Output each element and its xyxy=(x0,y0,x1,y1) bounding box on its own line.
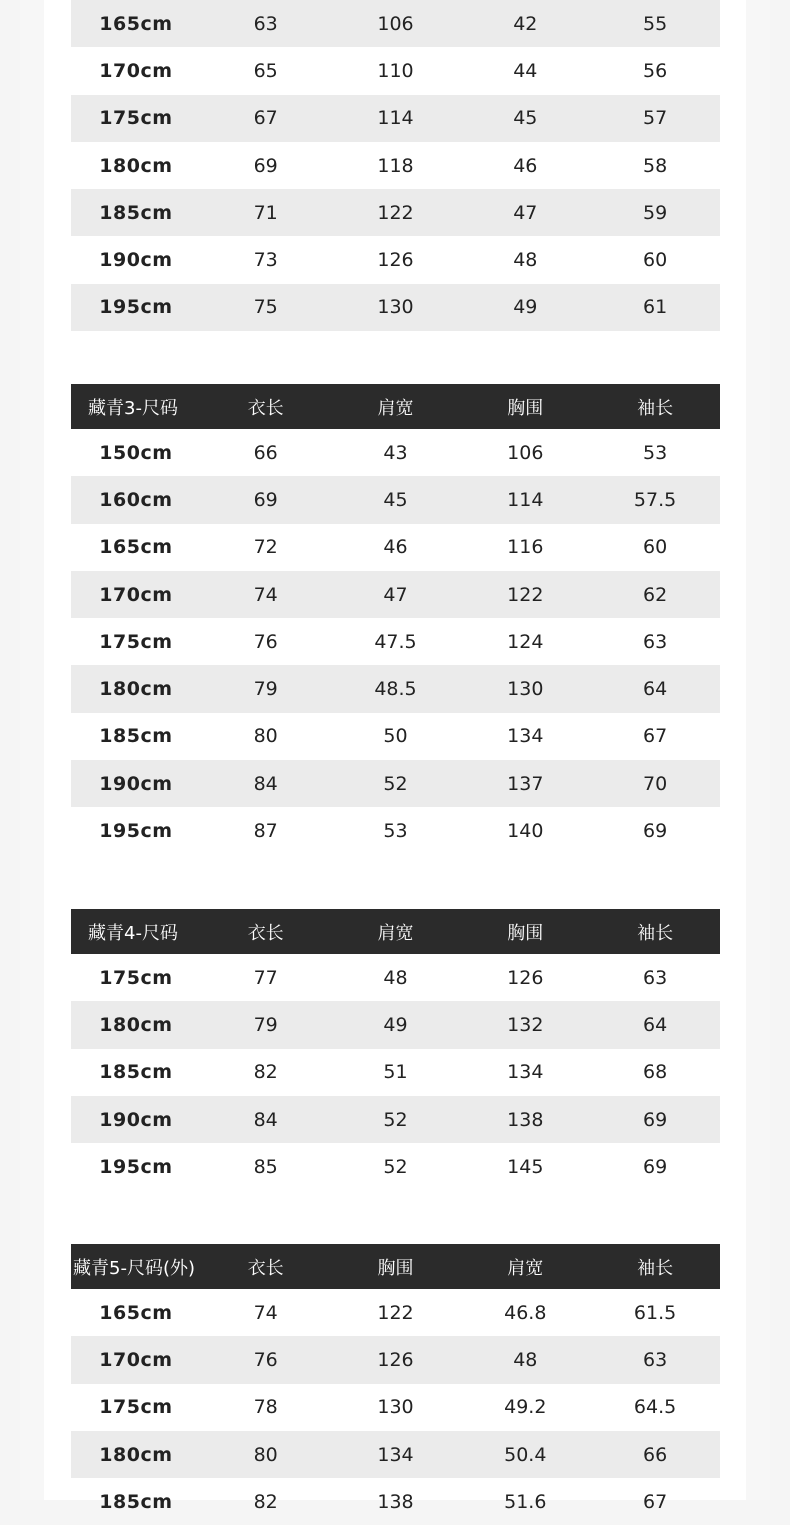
column-header: 衣长 xyxy=(247,922,284,944)
column-header: 衣长 xyxy=(247,1257,284,1279)
value-cell: 43 xyxy=(383,441,408,464)
value-cell: 58 xyxy=(642,154,668,177)
table-row xyxy=(71,1478,720,1525)
value-cell: 72 xyxy=(253,536,278,559)
value-cell: 61 xyxy=(642,296,668,319)
value-cell: 118 xyxy=(377,154,414,177)
value-cell: 51.6 xyxy=(504,1490,547,1513)
value-cell: 138 xyxy=(507,1108,544,1131)
value-cell: 48.5 xyxy=(374,678,417,701)
height-cell: 170cm xyxy=(99,1348,173,1371)
column-header: 胸围 xyxy=(377,1257,414,1279)
value-cell: 49 xyxy=(383,1013,408,1036)
height-cell: 185cm xyxy=(99,725,173,748)
value-cell: 56 xyxy=(642,59,668,82)
value-cell: 60 xyxy=(642,536,668,559)
height-cell: 195cm xyxy=(99,820,173,843)
value-cell: 130 xyxy=(507,678,544,701)
height-cell: 180cm xyxy=(99,154,173,177)
value-cell: 69 xyxy=(642,820,668,843)
height-cell: 195cm xyxy=(99,296,173,319)
value-cell: 63 xyxy=(642,630,668,653)
value-cell: 53 xyxy=(383,820,408,843)
value-cell: 50 xyxy=(383,725,408,748)
value-cell: 65 xyxy=(253,59,278,82)
value-cell: 47 xyxy=(513,201,538,224)
column-header: 衣长 xyxy=(247,397,284,419)
value-cell: 122 xyxy=(377,1301,414,1324)
value-cell: 63 xyxy=(642,966,668,989)
value-cell: 63 xyxy=(642,1348,668,1371)
column-header: 胸围 xyxy=(507,397,544,419)
value-cell: 134 xyxy=(377,1443,414,1466)
height-cell: 150cm xyxy=(99,441,173,464)
value-cell: 137 xyxy=(507,772,544,795)
value-cell: 82 xyxy=(253,1490,278,1513)
value-cell: 52 xyxy=(383,772,408,795)
value-cell: 61.5 xyxy=(633,1301,677,1324)
height-cell: 195cm xyxy=(99,1155,173,1178)
value-cell: 49 xyxy=(513,296,538,319)
value-cell: 80 xyxy=(253,725,278,748)
height-cell: 165cm xyxy=(99,12,173,35)
value-cell: 64 xyxy=(642,1013,668,1036)
value-cell: 106 xyxy=(507,441,544,464)
value-cell: 49.2 xyxy=(504,1396,547,1419)
value-cell: 52 xyxy=(383,1155,408,1178)
table-header-row xyxy=(71,1244,720,1289)
height-cell: 170cm xyxy=(99,583,173,606)
column-header: 袖长 xyxy=(637,1257,674,1279)
table-row xyxy=(71,47,720,94)
height-cell: 180cm xyxy=(99,678,173,701)
table-row xyxy=(71,1384,720,1431)
table-row xyxy=(71,618,720,665)
value-cell: 62 xyxy=(642,583,668,606)
value-cell: 145 xyxy=(507,1155,544,1178)
table-row xyxy=(71,954,720,1001)
table-row xyxy=(71,284,720,331)
table-row xyxy=(71,1096,720,1143)
height-cell: 185cm xyxy=(99,1061,173,1084)
height-cell: 175cm xyxy=(99,1396,173,1419)
table-title: 藏青4-尺码 xyxy=(88,922,178,944)
value-cell: 64.5 xyxy=(633,1396,677,1419)
table-row xyxy=(71,236,720,283)
column-header: 肩宽 xyxy=(377,922,414,944)
value-cell: 45 xyxy=(513,107,538,130)
value-cell: 134 xyxy=(507,1061,544,1084)
column-header: 胸围 xyxy=(507,922,544,944)
value-cell: 70 xyxy=(642,772,668,795)
table-row xyxy=(71,1143,720,1190)
value-cell: 46 xyxy=(513,154,538,177)
table-row xyxy=(71,1289,720,1336)
value-cell: 130 xyxy=(377,1396,414,1419)
value-cell: 67 xyxy=(642,1490,668,1513)
height-cell: 185cm xyxy=(99,1490,173,1513)
value-cell: 47.5 xyxy=(374,630,417,653)
value-cell: 60 xyxy=(642,249,668,272)
value-cell: 134 xyxy=(507,725,544,748)
height-cell: 175cm xyxy=(99,630,173,653)
table-row xyxy=(71,95,720,142)
value-cell: 79 xyxy=(253,678,278,701)
value-cell: 78 xyxy=(253,1396,278,1419)
value-cell: 74 xyxy=(253,1301,278,1324)
value-cell: 82 xyxy=(253,1061,278,1084)
value-cell: 130 xyxy=(377,296,414,319)
value-cell: 138 xyxy=(377,1490,414,1513)
value-cell: 77 xyxy=(253,966,278,989)
table-row xyxy=(71,713,720,760)
table-row xyxy=(71,1431,720,1478)
value-cell: 126 xyxy=(507,966,544,989)
value-cell: 63 xyxy=(253,12,278,35)
height-cell: 165cm xyxy=(99,1301,173,1324)
value-cell: 67 xyxy=(253,107,278,130)
height-cell: 165cm xyxy=(99,536,173,559)
value-cell: 73 xyxy=(253,249,278,272)
table-row xyxy=(71,142,720,189)
value-cell: 52 xyxy=(383,1108,408,1131)
value-cell: 79 xyxy=(253,1013,278,1036)
value-cell: 50.4 xyxy=(504,1443,547,1466)
height-cell: 190cm xyxy=(99,249,173,272)
value-cell: 44 xyxy=(513,59,538,82)
height-cell: 180cm xyxy=(99,1013,173,1036)
value-cell: 114 xyxy=(507,488,544,511)
value-cell: 47 xyxy=(383,583,408,606)
table-row xyxy=(71,429,720,476)
table-row xyxy=(71,760,720,807)
table-row xyxy=(71,665,720,712)
table-row xyxy=(71,476,720,523)
value-cell: 140 xyxy=(507,820,544,843)
height-cell: 175cm xyxy=(99,107,173,130)
value-cell: 42 xyxy=(513,12,538,35)
column-header: 袖长 xyxy=(637,397,674,419)
column-header: 肩宽 xyxy=(377,397,414,419)
table-title: 藏青5-尺码(外) xyxy=(73,1257,195,1279)
value-cell: 87 xyxy=(253,820,278,843)
table-header-row xyxy=(71,384,720,429)
value-cell: 57 xyxy=(642,107,668,130)
value-cell: 48 xyxy=(383,966,408,989)
value-cell: 84 xyxy=(253,1108,278,1131)
value-cell: 64 xyxy=(642,678,668,701)
height-cell: 190cm xyxy=(99,772,173,795)
value-cell: 124 xyxy=(507,630,544,653)
value-cell: 75 xyxy=(253,296,278,319)
value-cell: 126 xyxy=(377,249,414,272)
value-cell: 51 xyxy=(383,1061,408,1084)
table-row xyxy=(71,0,720,47)
table-header-row xyxy=(71,909,720,954)
value-cell: 66 xyxy=(642,1443,668,1466)
value-cell: 80 xyxy=(253,1443,278,1466)
value-cell: 68 xyxy=(642,1061,668,1084)
value-cell: 48 xyxy=(513,249,538,272)
table-row xyxy=(71,571,720,618)
height-cell: 185cm xyxy=(99,201,173,224)
value-cell: 66 xyxy=(253,441,278,464)
table-row xyxy=(71,524,720,571)
value-cell: 74 xyxy=(253,583,278,606)
table-row xyxy=(71,807,720,854)
table-title: 藏青3-尺码 xyxy=(88,397,178,419)
size-table-3 xyxy=(71,909,720,1190)
table-row xyxy=(71,189,720,236)
value-cell: 132 xyxy=(507,1013,544,1036)
value-cell: 126 xyxy=(377,1348,414,1371)
value-cell: 69 xyxy=(253,488,278,511)
height-cell: 190cm xyxy=(99,1108,173,1131)
value-cell: 110 xyxy=(377,59,414,82)
value-cell: 46.8 xyxy=(504,1301,547,1324)
value-cell: 69 xyxy=(253,154,278,177)
value-cell: 106 xyxy=(377,12,414,35)
size-table-4 xyxy=(71,1244,720,1525)
value-cell: 69 xyxy=(642,1155,668,1178)
value-cell: 116 xyxy=(507,536,544,559)
value-cell: 122 xyxy=(377,201,414,224)
value-cell: 67 xyxy=(642,725,668,748)
value-cell: 76 xyxy=(253,630,278,653)
value-cell: 46 xyxy=(383,536,408,559)
column-header: 袖长 xyxy=(637,922,674,944)
height-cell: 170cm xyxy=(99,59,173,82)
size-table-2 xyxy=(71,384,720,855)
column-header: 肩宽 xyxy=(507,1257,544,1279)
value-cell: 45 xyxy=(383,488,408,511)
height-cell: 160cm xyxy=(99,488,173,511)
table-row xyxy=(71,1001,720,1048)
table-row xyxy=(71,1336,720,1383)
value-cell: 48 xyxy=(513,1348,538,1371)
value-cell: 57.5 xyxy=(633,488,677,511)
value-cell: 122 xyxy=(507,583,544,606)
value-cell: 114 xyxy=(377,107,414,130)
value-cell: 85 xyxy=(253,1155,278,1178)
value-cell: 69 xyxy=(642,1108,668,1131)
value-cell: 55 xyxy=(642,12,668,35)
table-row xyxy=(71,1049,720,1096)
value-cell: 59 xyxy=(642,201,668,224)
size-table-1 xyxy=(71,0,720,331)
height-cell: 175cm xyxy=(99,966,173,989)
height-cell: 180cm xyxy=(99,1443,173,1466)
value-cell: 53 xyxy=(642,441,668,464)
value-cell: 84 xyxy=(253,772,278,795)
value-cell: 76 xyxy=(253,1348,278,1371)
value-cell: 71 xyxy=(253,201,278,224)
